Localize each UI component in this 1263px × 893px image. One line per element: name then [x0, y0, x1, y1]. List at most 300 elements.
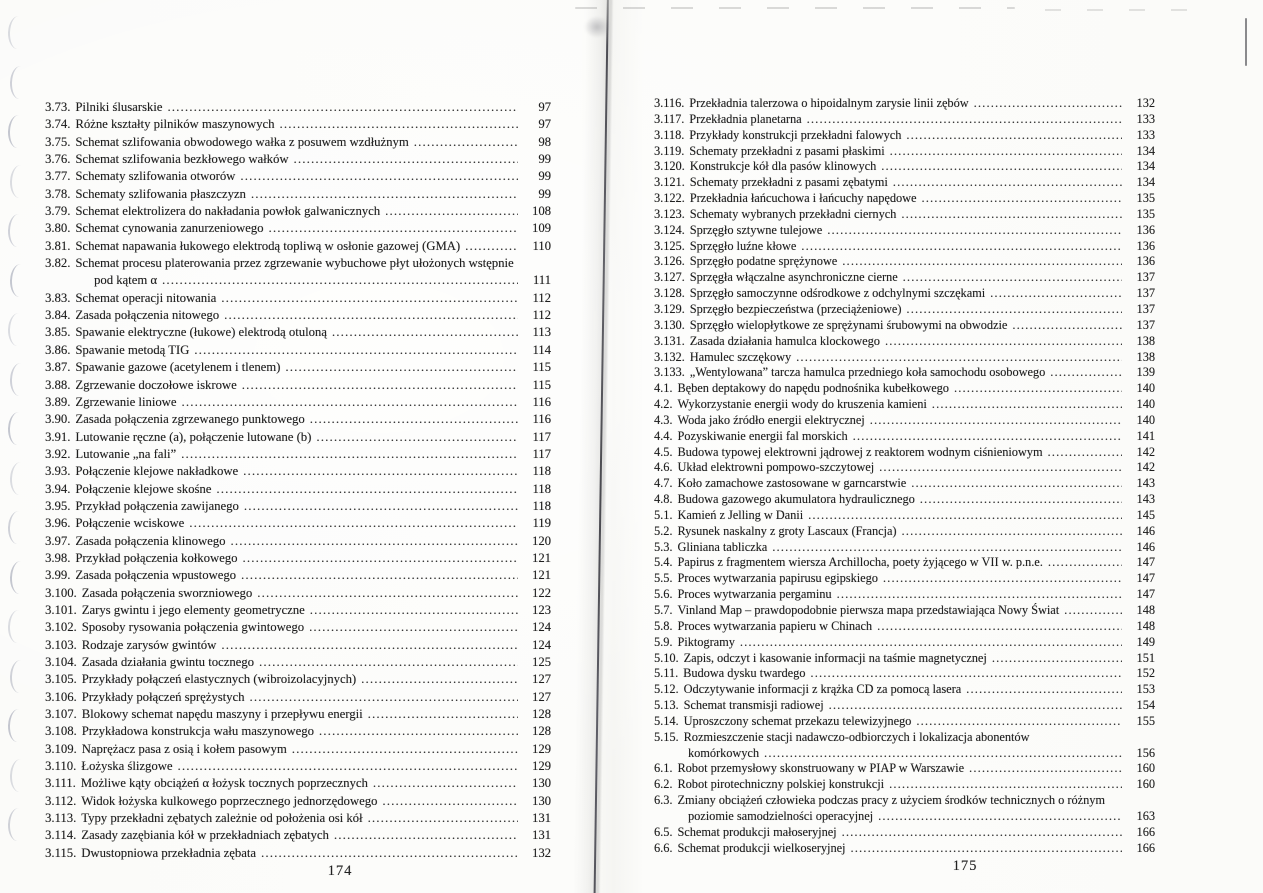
binding-mark: [9, 65, 22, 98]
entry-number: 6.1.: [654, 761, 673, 776]
entry-title: Przykłady konstrukcji przekładni falowych: [689, 127, 902, 142]
toc-entry: [654, 381, 1155, 397]
dot-leader: [181, 446, 518, 463]
toc-entry: [45, 238, 551, 255]
entry-number: 3.86.: [45, 342, 71, 357]
toc-entry: [45, 290, 551, 307]
entry-number: 3.74.: [45, 117, 71, 132]
toc-entry: [45, 637, 551, 654]
entry-page-number: 111: [532, 273, 551, 288]
toc-entry: [654, 397, 1155, 413]
entry-page-number: 112: [532, 290, 551, 305]
entry-page-number: 125: [531, 655, 551, 669]
entry-title: Lutowanie ręczne (a), połączenie lutowane (b): [75, 429, 312, 444]
entry-title: Przykład połączenia zawijanego: [75, 498, 239, 513]
entry-number: 4.5.: [654, 444, 673, 459]
entry-page-number: 132: [531, 845, 551, 860]
dot-leader: [906, 128, 1122, 144]
entry-page-number: 121: [531, 550, 551, 565]
entry-number: 3.85.: [45, 325, 71, 340]
dot-leader: [230, 533, 518, 550]
entry-page-number: 133: [1136, 111, 1155, 126]
entry-page-number: 135: [1136, 191, 1155, 206]
toc-entry: [45, 446, 551, 463]
entry-number: 3.87.: [45, 360, 71, 375]
toc-entry: [654, 540, 1155, 556]
entry-number: 3.93.: [45, 464, 71, 479]
toc-entry: [654, 666, 1155, 682]
entry-title: Zapis, odczyt i kasowanie informacji na taśmie magnetycznej: [683, 650, 987, 665]
entry-title: Budowa typowej elektrowni jądrowej z reaktorem wodnym ciśnieniowym: [677, 444, 1043, 459]
dot-leader: [911, 476, 1122, 492]
binding-mark: [9, 659, 22, 692]
dot-leader: [810, 666, 1122, 682]
scan-streak: [575, 7, 1015, 9]
binding-mark: [9, 164, 22, 197]
toc-entry: [45, 481, 551, 498]
dot-leader: [842, 825, 1122, 841]
scan-streak: [1045, 9, 1195, 11]
entry-title: Przykłady połączeń sprężystych: [81, 689, 245, 704]
entry-number: 3.80.: [45, 221, 71, 236]
dot-leader: [332, 324, 518, 341]
dot-leader: [992, 651, 1122, 667]
entry-page-number: 117: [532, 429, 551, 444]
toc-entry: [654, 112, 1155, 128]
entry-title: Zgrzewanie doczołowe iskrowe: [75, 377, 237, 392]
entry-title: Kamień z Jelling w Danii: [677, 507, 804, 522]
entry-number: 5.14.: [654, 713, 679, 728]
entry-title: Rodzaje zarysów gwintów: [81, 637, 217, 652]
entry-title: Schemat operacji nitowania: [75, 290, 217, 305]
dot-leader: [954, 381, 1122, 397]
entry-number: 6.3.: [654, 793, 673, 808]
entry-page-number: 151: [1136, 650, 1155, 665]
entry-number: 3.122.: [654, 191, 685, 206]
toc-entry: [654, 777, 1155, 793]
dot-leader: [242, 377, 518, 394]
entry-page-number: 136: [1136, 254, 1155, 269]
entry-title: Możliwe kąty obciążeń α łożysk tocznych poprzecznych: [80, 776, 368, 791]
dot-leader: [932, 397, 1122, 413]
dot-leader: [877, 619, 1122, 635]
entry-title: Sprzęgło wielopłytkowe ze sprężynami śrubowymi na obwodzie: [689, 317, 1008, 332]
toc-entry: [45, 585, 551, 602]
dot-leader: [827, 223, 1122, 239]
entry-page-number: 153: [1136, 682, 1155, 697]
dot-leader: [294, 151, 518, 168]
binding-mark: [7, 511, 20, 544]
entry-page-number: 97: [538, 117, 551, 132]
entry-number: 3.117.: [654, 111, 685, 126]
entry-title: Łożyska ślizgowe: [81, 759, 173, 774]
entry-title: Zgrzewanie liniowe: [75, 394, 177, 409]
entry-number: 3.94.: [45, 481, 71, 496]
toc-entry: [45, 134, 551, 151]
entry-title: Połączenie wciskowe: [75, 516, 185, 531]
entry-number: 3.112.: [45, 793, 77, 808]
binding-mark: [7, 709, 20, 742]
entry-page-number: 97: [538, 100, 551, 114]
page-fold-shadow: [572, 0, 614, 893]
toc-entry: [654, 825, 1155, 841]
entry-title: Przykładowa konstrukcja wału maszynowego: [81, 724, 314, 739]
entry-number: 5.11.: [654, 666, 679, 681]
toc-entry: [45, 533, 551, 550]
dot-leader: [292, 741, 518, 758]
entry-number: 3.95.: [45, 498, 71, 513]
entry-page-number: 137: [1136, 301, 1155, 316]
entry-title: Zasada działania gwintu tocznego: [81, 655, 254, 669]
toc-list-left-page: [45, 99, 551, 862]
entry-title: Gliniana tabliczka: [677, 539, 768, 554]
dot-leader: [316, 429, 518, 446]
entry-title-continuation: komórkowych: [688, 745, 760, 760]
entry-title: Schematy szlifowania płaszczyzn: [75, 186, 246, 201]
toc-entry: [45, 671, 551, 688]
entry-number: 5.9.: [654, 634, 673, 649]
dot-leader: [373, 775, 518, 792]
dot-leader: [969, 761, 1122, 777]
entry-title-continuation: poziomie samodzielności operacyjnej: [688, 808, 874, 823]
entry-page-number: 118: [532, 464, 551, 479]
entry-number: 5.10.: [654, 650, 679, 665]
entry-page-number: 135: [1136, 206, 1155, 221]
entry-title: Schemat szlifowania obwodowego wałka z posuwem wzdłużnym: [75, 134, 409, 149]
entry-number: 3.132.: [654, 349, 685, 364]
dot-leader: [902, 524, 1122, 540]
toc-entry-continuation: [45, 272, 551, 289]
entry-number: 3.101.: [45, 602, 77, 617]
dot-leader: [881, 159, 1122, 175]
entry-title: Typy przekładni zębatych zależnie od położenia osi kół: [81, 811, 363, 826]
entry-number: 3.129.: [654, 301, 685, 316]
toc-entry: [45, 99, 551, 116]
toc-entry: [45, 168, 551, 185]
entry-number: 5.13.: [654, 698, 679, 713]
dot-leader: [807, 112, 1122, 128]
dot-leader: [916, 714, 1122, 730]
entry-number: 3.81.: [45, 238, 71, 253]
toc-entry: [654, 761, 1155, 777]
entry-number: 3.104.: [45, 655, 77, 669]
entry-number: 4.3.: [654, 412, 673, 427]
dot-leader: [382, 793, 518, 810]
entry-number: 3.110.: [45, 759, 77, 774]
entry-title: Sprzęgło bezpieczeństwa (przeciążeniowe): [689, 301, 902, 316]
entry-title: Widok łożyska kulkowego poprzecznego jednorzędowego: [81, 793, 378, 808]
dot-leader: [1048, 555, 1122, 571]
toc-entry: [654, 286, 1155, 302]
entry-page-number: 130: [531, 793, 551, 808]
entry-title: Schemat szlifowania bezkłowego wałków: [75, 152, 289, 167]
toc-entry: [654, 730, 1155, 746]
entry-title: Przykład połączenia kołkowego: [75, 550, 238, 565]
entry-title: Sprzęgła włączalne asynchroniczne cierne: [689, 270, 898, 285]
toc-entry: [654, 175, 1155, 191]
entry-title: Schematy wybranych przekładni ciernych: [689, 206, 897, 221]
toc-entry: [654, 571, 1155, 587]
dot-leader: [1050, 365, 1122, 381]
entry-title: „Wentylowana” tarcza hamulca przedniego koła samochodu osobowego: [689, 365, 1046, 380]
entry-title: Sprzęgło podatne sprężynowe: [689, 254, 838, 269]
dot-leader: [261, 845, 518, 862]
entry-title: Zarys gwintu i jego elementy geometryczne: [81, 602, 305, 617]
toc-entry: [45, 619, 551, 636]
entry-number: 3.131.: [654, 333, 685, 348]
dot-leader: [167, 99, 518, 116]
toc-entry: [45, 116, 551, 133]
entry-page-number: 147: [1136, 587, 1155, 602]
entry-number: 3.114.: [45, 828, 77, 843]
entry-page-number: 148: [1136, 603, 1155, 617]
entry-number: 3.99.: [45, 568, 71, 583]
entry-title: Przykłady połączeń elastycznych (wibroizolacyjnych): [81, 672, 357, 687]
entry-page-number: 136: [1136, 222, 1155, 237]
entry-page-number: 156: [1136, 745, 1155, 760]
dot-leader: [906, 302, 1122, 318]
entry-page-number: 143: [1136, 492, 1155, 507]
entry-number: 3.103.: [45, 637, 77, 652]
entry-title: Wykorzystanie energii wody do kruszenia kamieni: [677, 397, 927, 412]
entry-page-number: 129: [531, 759, 551, 774]
dot-leader: [221, 290, 518, 307]
entry-page-number: 139: [1136, 365, 1155, 380]
entry-page-number: 138: [1136, 333, 1155, 348]
entry-title: Przekładnia talerzowa o hipoidalnym zarysie linii zębów: [689, 96, 969, 110]
entry-title: Robot pirotechniczny polskiej konstrukcji: [677, 777, 885, 792]
dot-leader: [829, 698, 1122, 714]
entry-title: Przekładnia łańcuchowa i łańcuchy napędowe: [689, 191, 917, 206]
toc-entry: [654, 508, 1155, 524]
entry-page-number: 134: [1136, 143, 1155, 158]
toc-entry: [654, 144, 1155, 160]
dot-leader: [889, 777, 1122, 793]
toc-entry: [45, 775, 551, 792]
entry-page-number: 99: [538, 169, 551, 184]
entry-number: 5.5.: [654, 571, 673, 586]
entry-title: Papirus z fragmentem wiersza Archillocha, poety żyjącego w VII w. p.n.e.: [677, 555, 1043, 570]
entry-title: Bęben deptakowy do napędu podnośnika kubełkowego: [677, 381, 949, 396]
entry-page-number: 140: [1136, 397, 1155, 412]
entry-number: 4.8.: [654, 492, 673, 507]
toc-entry: [45, 498, 551, 515]
entry-page-number: 137: [1136, 286, 1155, 301]
binding-mark: [7, 115, 20, 148]
entry-number: 4.7.: [654, 476, 673, 491]
entry-number: 3.102.: [45, 620, 77, 635]
dot-leader: [178, 758, 518, 775]
dot-leader: [1048, 445, 1122, 461]
entry-number: 3.77.: [45, 169, 71, 184]
entry-number: 3.89.: [45, 394, 71, 409]
entry-title: Lutowanie „na fali”: [75, 446, 177, 461]
dot-leader: [808, 508, 1122, 524]
dot-leader: [310, 411, 518, 428]
toc-entry: [654, 334, 1155, 350]
entry-page-number: 115: [532, 377, 551, 392]
entry-title: Zasada połączenia zgrzewanego punktowego: [75, 412, 305, 427]
entry-page-number: 160: [1136, 777, 1155, 792]
entry-number: 3.116.: [654, 96, 685, 110]
entry-title: Pilniki ślusarskie: [75, 100, 163, 114]
binding-mark: [7, 808, 20, 841]
entry-title: Rozmieszczenie stacji nadawczo-odbiorczych i lokalizacja abonentów: [683, 729, 1030, 744]
toc-entry: [45, 567, 551, 584]
dot-leader: [796, 350, 1122, 366]
entry-page-number: 149: [1136, 634, 1155, 649]
entry-title: Piktogramy: [677, 634, 735, 649]
toc-entry: [654, 191, 1155, 207]
entry-number: 3.115.: [45, 845, 77, 860]
toc-entry: [654, 270, 1155, 286]
entry-title: Naprężacz pasa z osią i kołem pasowym: [81, 741, 287, 756]
entry-number: 6.6.: [654, 840, 673, 855]
entry-number: 3.97.: [45, 533, 71, 548]
toc-entry: [45, 429, 551, 446]
entry-page-number: 136: [1136, 238, 1155, 253]
entry-page-number: 147: [1136, 555, 1155, 570]
binding-mark: [7, 214, 20, 247]
entry-number: 3.96.: [45, 516, 71, 531]
toc-entry: [654, 714, 1155, 730]
entry-number: 3.82.: [45, 256, 71, 271]
toc-entry: [654, 96, 1155, 112]
dot-leader: [368, 810, 518, 827]
entry-number: 5.12.: [654, 682, 679, 697]
toc-entry: [45, 550, 551, 567]
entry-title: Hamulec szczękowy: [689, 349, 792, 364]
entry-page-number: 115: [532, 360, 551, 375]
entry-title: Schemat procesu platerowania przez zgrzewanie wybuchowe płyt ułożonych wstępnie: [75, 256, 514, 271]
entry-page-number: 118: [532, 481, 551, 496]
entry-title: Przekładnia planetarna: [689, 111, 802, 126]
entry-page-number: 112: [532, 308, 551, 323]
toc-entry: [654, 651, 1155, 667]
toc-entry: [45, 689, 551, 706]
toc-entry: [654, 429, 1155, 445]
binding-mark: [7, 16, 20, 49]
entry-number: 3.88.: [45, 377, 71, 392]
entry-page-number: 108: [531, 204, 551, 219]
dot-leader: [772, 540, 1122, 556]
entry-title: Sprzęgło samoczynne odśrodkowe z odchylnymi szczękami: [689, 286, 986, 301]
toc-entry: [654, 318, 1155, 334]
entry-title: Sprzęgło sztywne tulejowe: [689, 222, 823, 237]
dot-leader: [319, 723, 518, 740]
toc-entry: [45, 515, 551, 532]
toc-entry: [45, 602, 551, 619]
toc-entry: [654, 603, 1155, 619]
toc-entry: [654, 254, 1155, 270]
entry-title: Schemat elektrolizera do nakładania powłok galwanicznych: [75, 204, 381, 219]
dot-leader: [385, 203, 518, 220]
dot-leader: [279, 116, 518, 133]
dot-leader: [334, 827, 518, 844]
entry-title: Układ elektrowni pompowo-szczytowej: [677, 460, 875, 475]
toc-entry: [45, 793, 551, 810]
entry-number: 3.100.: [45, 585, 77, 600]
binding-mark: [9, 560, 22, 593]
dot-leader: [921, 191, 1122, 207]
toc-entry: [45, 255, 551, 272]
entry-page-number: 122: [531, 585, 551, 600]
toc-entry: [45, 654, 551, 671]
entry-title: Uproszczony schemat przekazu telewizyjnego: [683, 713, 912, 728]
entry-page-number: 160: [1136, 761, 1155, 776]
entry-number: 5.2.: [654, 523, 673, 538]
dot-leader: [189, 515, 518, 532]
entry-page-number: 146: [1136, 539, 1155, 554]
entry-page-number: 134: [1136, 159, 1155, 174]
dot-leader: [893, 175, 1122, 191]
entry-number: 5.1.: [654, 507, 673, 522]
entry-title: Vinland Map – prawdopodobnie pierwsza mapa przedstawiająca Nowy Świat: [677, 603, 1060, 617]
binding-mark: [9, 461, 22, 494]
entry-number: 3.106.: [45, 689, 77, 704]
entry-page-number: 142: [1136, 444, 1155, 459]
entry-title: Budowa dysku twardego: [683, 666, 806, 681]
dot-leader: [1064, 603, 1122, 619]
entry-page-number: 127: [531, 689, 551, 704]
dot-leader: [1012, 318, 1122, 334]
toc-entry: [45, 307, 551, 324]
entry-number: 3.113.: [45, 811, 77, 826]
entry-page-number: 133: [1136, 127, 1155, 142]
dot-leader: [850, 841, 1122, 857]
entry-number: 3.83.: [45, 290, 71, 305]
toc-entry: [45, 741, 551, 758]
entry-number: 3.91.: [45, 429, 71, 444]
entry-page-number: 131: [531, 828, 551, 843]
toc-entry: [654, 476, 1155, 492]
dot-leader: [885, 334, 1122, 350]
entry-page-number: 138: [1136, 349, 1155, 364]
dot-leader: [251, 186, 518, 203]
entry-page-number: 128: [531, 724, 551, 739]
dot-leader: [990, 286, 1122, 302]
entry-page-number: 137: [1136, 317, 1155, 332]
entry-page-number: 145: [1136, 507, 1155, 522]
binding-mark: [9, 758, 22, 791]
entry-number: 5.7.: [654, 603, 673, 617]
binding-mark: [7, 610, 20, 643]
entry-page-number: 166: [1136, 840, 1155, 855]
entry-title: Proces wytwarzania pergaminu: [677, 587, 832, 602]
toc-entry: [654, 635, 1155, 651]
entry-number: 4.2.: [654, 397, 673, 412]
entry-page-number: 147: [1136, 571, 1155, 586]
entry-title: Zasada działania hamulca klockowego: [689, 333, 880, 348]
entry-page-number: 148: [1136, 618, 1155, 633]
entry-title: Blokowy schemat napędu maszyny i przepływu energii: [81, 707, 363, 722]
dot-leader: [243, 463, 518, 480]
entry-number: 3.109.: [45, 741, 77, 756]
dot-leader: [162, 272, 518, 289]
dot-leader: [414, 134, 518, 151]
dot-leader: [974, 96, 1122, 112]
entry-title: Proces wytwarzania papirusu egipskiego: [677, 571, 878, 586]
entry-page-number: 140: [1136, 412, 1155, 427]
entry-number: 5.3.: [654, 539, 673, 554]
entry-number: 3.73.: [45, 100, 71, 114]
entry-page-number: 110: [532, 238, 551, 253]
toc-entry: [45, 463, 551, 480]
binding-mark: [9, 263, 22, 296]
entry-number: 5.6.: [654, 587, 673, 602]
entry-page-number: 99: [538, 186, 551, 201]
toc-entry-continuation: [654, 746, 1155, 762]
